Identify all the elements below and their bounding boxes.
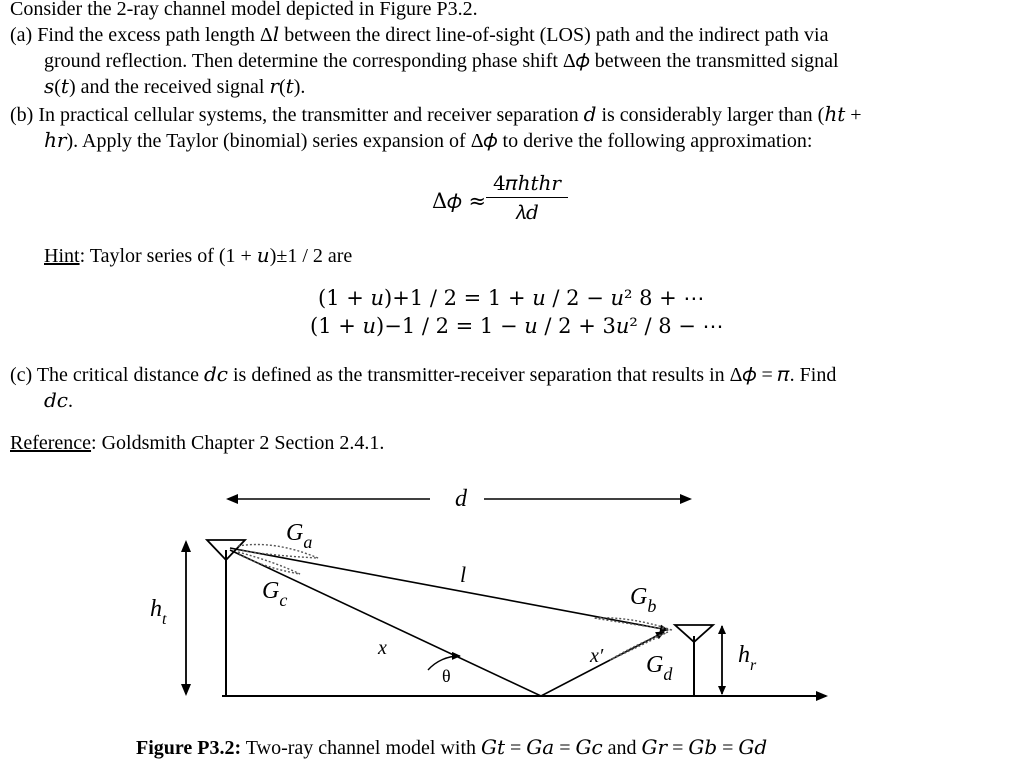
caption-text: Two-ray channel model with 𝐺𝑡 = 𝐺𝑎 = 𝐺𝑐 and 𝐺𝑟 = 𝐺𝑏 = 𝐺𝑑 — [241, 737, 768, 759]
approx-denominator: 𝜆𝑑 — [515, 200, 539, 224]
part-b-line1: (b) In practical cellular systems, the transmitter and receiver separation 𝑑 is considerably larger than (ℎ𝑡 + — [10, 104, 862, 126]
los-path — [230, 548, 668, 630]
part-c-line2: 𝑑𝑐. — [44, 390, 74, 412]
caption-label: Figure P3.2: — [136, 737, 242, 759]
x-prime-label: x′ — [590, 645, 604, 667]
approx-fraction — [486, 171, 568, 224]
hint-line — [44, 243, 352, 269]
hint-label: Hint — [44, 245, 80, 267]
l-label: l — [460, 562, 467, 587]
figure-caption — [136, 735, 767, 760]
ht-label: $h_t$ — [150, 596, 167, 628]
part-b-line2: ℎ𝑟). Apply the Taylor (binomial) series expansion of Δ𝜙 to derive the following approximation: — [44, 130, 813, 152]
reference-label: Reference — [10, 432, 92, 454]
taylor-series-plus: (1 + 𝑢)+1 / 2 = 1 + 𝑢 / 2 − 𝑢² 8 + ⋯ — [318, 286, 705, 310]
x-label: x — [378, 637, 387, 659]
hint-text: : Taylor series of (1 + 𝑢)±1 / 2 are — [79, 245, 353, 267]
gb-label: $G_b$ — [630, 584, 657, 616]
approx-numerator: 4𝜋ℎ𝑡ℎ𝑟 — [486, 171, 568, 198]
part-c-line1: (c) The critical distance 𝑑𝑐 is defined as the transmitter-receiver separation that results in Δ𝜙 = 𝜋. Find — [10, 364, 837, 386]
reference-line — [10, 430, 384, 456]
part-a-line1: (a) Find the excess path length Δ𝑙 between the direct line-of-sight (LOS) path and the indirect path via — [10, 24, 829, 46]
gc-label: $G_c$ — [262, 578, 288, 610]
part-a-line3: 𝑠(𝑡) and the received signal 𝑟(𝑡). — [44, 76, 306, 98]
two-ray-figure — [0, 470, 1024, 740]
approx-lhs: Δ𝜙 ≈ — [432, 189, 487, 213]
reference-text: : Goldsmith Chapter 2 Section 2.4.1. — [91, 432, 385, 454]
gd-label: $G_d$ — [646, 652, 673, 684]
d-label: d — [455, 486, 467, 512]
ga-label: $G_a$ — [286, 520, 313, 552]
taylor-series-minus: (1 + 𝑢)−1 / 2 = 1 − 𝑢 / 2 + 3𝑢² / 8 − ⋯ — [310, 314, 724, 338]
problem-intro: Consider the 2-ray channel model depicted in Figure P3.2. — [10, 0, 478, 20]
part-a-line2: ground reflection. Then determine the corresponding phase shift Δ𝜙 between the transmitted signal — [44, 50, 839, 72]
theta-label: θ — [442, 666, 451, 686]
hr-label: $h_r$ — [738, 642, 757, 674]
